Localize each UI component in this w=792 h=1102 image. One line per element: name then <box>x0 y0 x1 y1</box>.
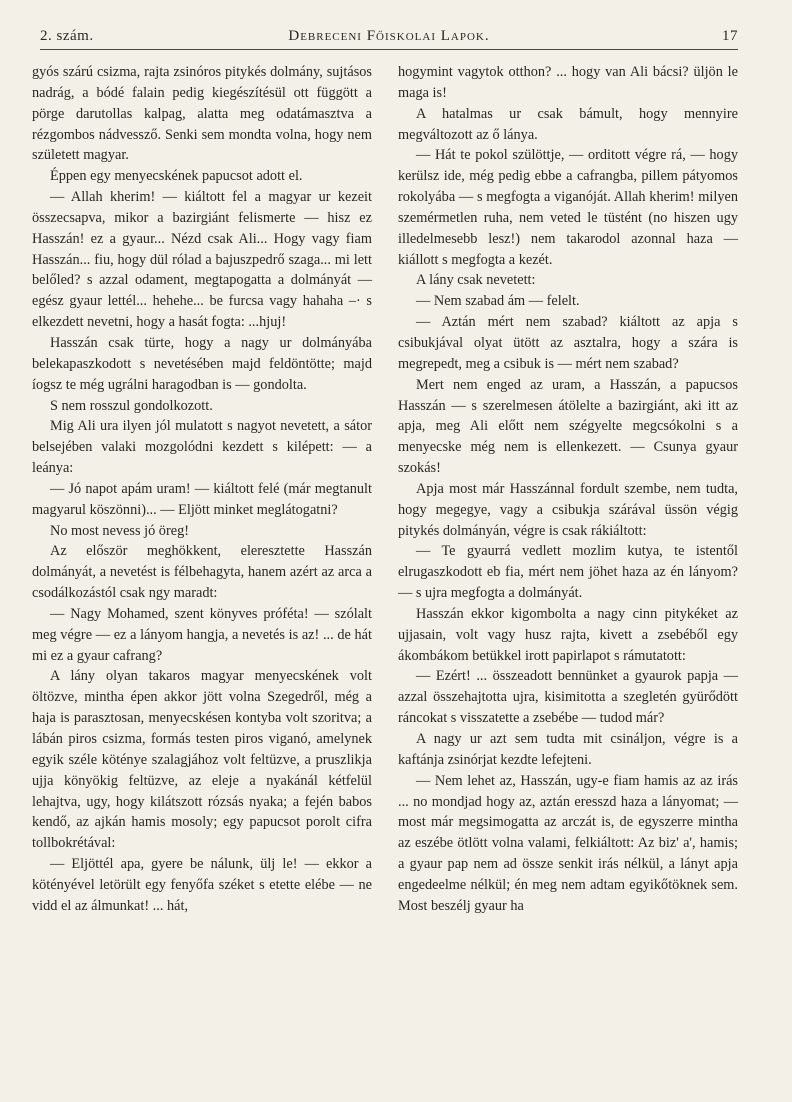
paragraph: Az először meghökkent, eleresztette Hasszán dolmányát, a nevetést is félbehagyta, hanem azért az arca a csodálkozástól csak ngy maradt: <box>32 543 372 602</box>
page-number: 17 <box>722 28 738 44</box>
paragraph: — Nagy Mohamed, szent könyves próféta! — szólalt meg végre — ez a lányom hangja, a nevetés is az! ... de hát mi ez a gyaur cafrang? <box>32 605 372 664</box>
paragraph: Apja most már Hasszánnal fordult szembe, nem tudta, hogy megegye, vagy a csibukja szárával üssön végig pitykés dolmányán, végre is csak rákiáltott: <box>398 480 738 539</box>
paragraph: gyós szárú csizma, rajta zsinóros pitykés dolmány, sujtásos nadrág, a bódé falain pedig kiegészítésül ott függött a pörge darutollas kalpag, alatta meg odatámasztva a rézgombos nádvessző. Senki sem mondta volna, hogy nem született magyar. <box>32 64 372 164</box>
paragraph: — Aztán mért nem szabad? kiáltott az apja s csibukjával olyat ütött az asztalra, hogy a szára is megrepedt, meg a csibuk is — mért nem szabad? <box>398 314 738 372</box>
paragraph: Éppen egy menyecskének papucsot adott el. <box>50 168 303 185</box>
paragraph: — Nem lehet az, Hasszán, ugy-e fiam hamis az az irás ... no mondjad hogy az, aztán eresszd haza a lányomat; — most már megsimogatta az arczát is, de egyszerre mintha az eszébe ötlött volna valami, felkiáltott: Az biz' a', hamis; a gyaur pap nem ad össze senkit irás nélkül, a lányt apja engedeelme nélkül; én meg nem adtam egyikőtöknek sem. Most beszélj gyaur ha <box>398 772 738 914</box>
issue-number: 2. szám. <box>40 28 94 44</box>
paragraph: — Hát te pokol szülöttje, — orditott végre rá, — hogy kerülsz ide, még pedig ebbe a cafrangba, pillem pátyomos rokolyába — s megfogta a viganóját. Allah kherim! milyen szemérmetlen ruha, nem veted le tüstént (no hiszen ugy illedelmesebb lesz!) nem takarodol azonnal haza — kiállott s megfogta a kezét. <box>398 147 738 268</box>
paragraph: Mert nem enged az uram, a Hasszán, a papucsos Hasszán — s szerelmesen átölelte a bazirgiánt, aki itt az apja, meg Ali előtt nem szégyelte megcsókolni s a menyecske még nem is ellenkezett. — Csunya gyaur szokás! <box>398 376 738 477</box>
paragraph: — Allah kherim! — kiáltott fel a magyar ur kezeit összecsapva, mikor a bazirgiánt felismerte — hisz ez Hasszán! ez a gyaur... Nézd csak Ali... Hogy vagy fiam Hasszán... fiu, hogy dül rólad a bajuszpedrő szaga... mi lett belőled? s azzal odament, megtapogatta a dolmányát — egész gyaur lettél... hehehe... be furcsa vagy hahaha –· s elkezdett nevetni, hogy a hasát fogta: ...hjuj! <box>32 189 372 331</box>
right-column <box>398 62 738 917</box>
paragraph: S nem rosszul gondolkozott. <box>50 397 213 414</box>
journal-title: Debreceni Főiskolai Lapok. <box>288 28 490 44</box>
paragraph: Hasszán ekkor kigombolta a nagy cinn pitykéket az ujjasain, volt vagy husz rajta, kivett a zsebéből egy ákombákom betükkel irott papirlapot s rámutatott: <box>398 605 738 664</box>
paragraph: Hasszán csak türte, hogy a nagy ur dolmányába belekapaszkodott s nevetésében majd feldöntötte; majd íogsz te még ugrálni haragodban is — gondolta. <box>32 334 372 393</box>
paragraph: — Ezért! ... összeadott bennünket a gyaurok papja — azzal összehajtotta ujra, kisimitotta a szegletén gyürődött ráncokat s visszatette a zsebébe — tudod már? <box>398 668 738 727</box>
paragraph: — Te gyaurrá vedlett mozlim kutya, te istentől elrugaszkodott eb fia, mért nem jöhet haza az én lányom? — s ujra megfogta a dolmányát. <box>398 543 738 602</box>
paragraph: — Jó napot apám uram! — kiáltott felé (már megtanult magyarul köszönni)... — Eljött minket meglátogatni? <box>32 480 372 518</box>
paragraph: — Nem szabad ám — felelt. <box>416 293 580 310</box>
running-header <box>40 28 738 50</box>
paragraph: No most nevess jó öreg! <box>50 522 189 539</box>
paragraph: A lány csak nevetett: <box>416 272 536 289</box>
paragraph: — Eljöttél apa, gyere be nálunk, ülj le! — ekkor a kötényével letörült egy fenyőfa széket s etette elébe — ne vidd el az álmunkat! ... hát, <box>32 856 372 914</box>
paragraph: A nagy ur azt sem tudta mit csináljon, végre is a kaftánja zsinórjat kezdte lefejteni. <box>398 731 738 768</box>
header-rule <box>40 49 738 50</box>
left-column <box>32 62 372 917</box>
paragraph: hogymint vagytok otthon? ... hogy van Ali bácsi? üljön le maga is! <box>398 64 738 101</box>
paragraph: Mig Ali ura ilyen jól mulatott s nagyot nevetett, a sátor belsejében valaki mozgolódni kezdett s kilépett: — a leánya: <box>32 418 372 477</box>
paragraph: A lány olyan takaros magyar menyecskének volt öltözve, mintha épen akkor jött volna Szegedről, még a haja is parasztosan, menyecskésen kontyba volt szoritva; a lábán piros csizma, formás testen piros viganó, amelynek egyik széle köténye szalagjához volt feltüzve, a pruszlikja ujja könyökig feltüzve, az eleje a nyakánál kétfelül lehajtva, ugy, hogy kilátszott rózsás nyaka; a fején babos kendő, az ajkán hamis mosoly; egy papucsot porolt cifra tollbokrétával: <box>32 668 372 852</box>
paragraph: A hatalmas ur csak bámult, hogy mennyire megváltozott az ő lánya. <box>398 105 738 143</box>
